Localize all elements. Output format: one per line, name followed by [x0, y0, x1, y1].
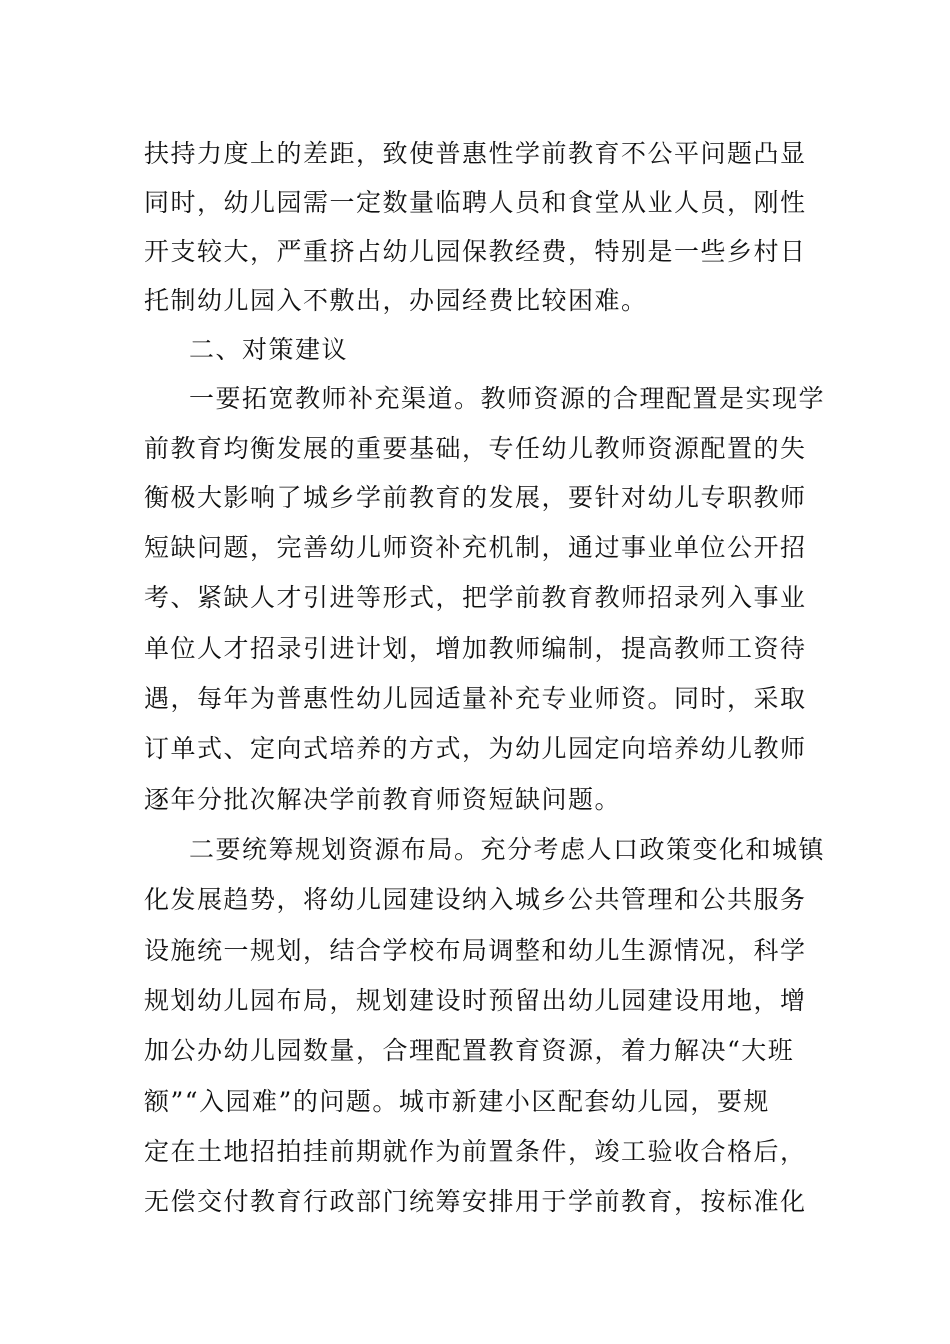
text-line: 托制幼儿园入不敷出，办园经费比较困难。 — [144, 286, 648, 315]
paragraph-first-line: 一要拓宽教师补充渠道。教师资源的合理配置是实现学 — [189, 384, 826, 413]
text-line: 遇，每年为普惠性幼儿园适量补充专业师资。同时，采取 — [144, 684, 807, 713]
text-line: 扶持力度上的差距，致使普惠性学前教育不公平问题凸显 — [144, 139, 807, 168]
text-line: 额”“入园难”的问题。城市新建小区配套幼儿园，要规 — [144, 1087, 770, 1116]
text-line: 化发展趋势，将幼儿园建设纳入城乡公共管理和公共服务 — [144, 885, 807, 914]
text-line: 前教育均衡发展的重要基础，专任幼儿教师资源配置的失 — [144, 434, 807, 463]
text-line: 设施统一规划，结合学校布局调整和幼儿生源情况，科学 — [144, 936, 807, 965]
text-line: 单位人才招录引进计划，增加教师编制，提高教师工资待 — [144, 634, 807, 663]
text-line: 无偿交付教育行政部门统筹安排用于学前教育，按标准化 — [144, 1187, 807, 1216]
text-line: 同时，幼儿园需一定数量临聘人员和食堂从业人员，刚性 — [144, 188, 807, 217]
section-heading: 二、对策建议 — [189, 335, 349, 364]
text-line: 短缺问题，完善幼儿师资补充机制，通过事业单位公开招 — [144, 533, 807, 562]
text-line: 订单式、定向式培养的方式，为幼儿园定向培养幼儿教师 — [144, 734, 807, 763]
text-line: 加公办幼儿园数量，合理配置教育资源，着力解决“大班 — [144, 1036, 795, 1065]
text-line: 逐年分批次解决学前教育师资短缺问题。 — [144, 785, 622, 814]
text-line: 开支较大，严重挤占幼儿园保教经费，特别是一些乡村日 — [144, 237, 807, 266]
text-line: 考、紧缺人才引进等形式，把学前教育教师招录列入事业 — [144, 583, 807, 612]
paragraph-first-line: 二要统筹规划资源布局。充分考虑人口政策变化和城镇 — [189, 835, 826, 864]
text-line: 定在土地招拍挂前期就作为前置条件，竣工验收合格后， — [144, 1137, 807, 1166]
text-line: 衡极大影响了城乡学前教育的发展，要针对幼儿专职教师 — [144, 483, 807, 512]
text-line: 规划幼儿园布局，规划建设时预留出幼儿园建设用地，增 — [144, 986, 807, 1015]
